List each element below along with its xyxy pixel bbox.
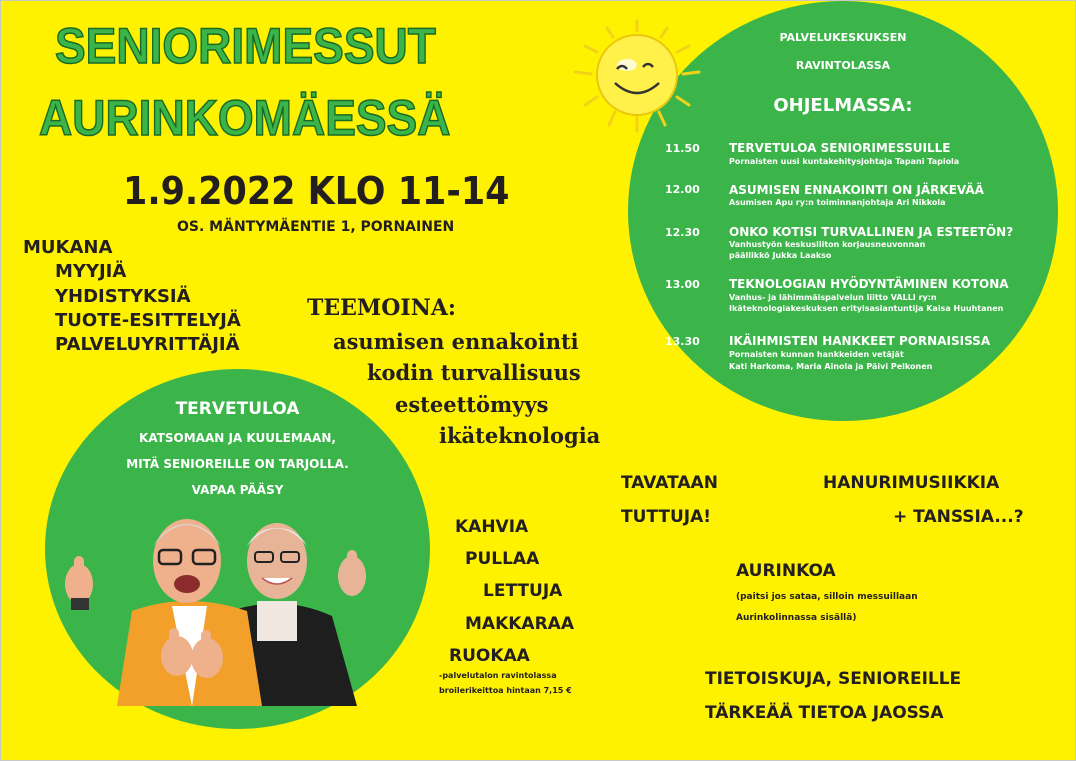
info-line1: TIETOISKUJA, SENIOREILLE — [705, 669, 962, 689]
title-line1: SENIORIMESSUT — [55, 18, 436, 74]
program-time: 13.30 — [665, 335, 700, 348]
teema-item: esteettömyys — [395, 392, 549, 417]
food-item: LETTUJA — [483, 581, 563, 601]
program-location-line1: PALVELUKESKUKSEN — [779, 31, 907, 44]
program-title: IKÄIHMISTEN HANKKEET PORNAISISSA — [729, 334, 991, 348]
welcome-line2: MITÄ SENIOREILLE ON TARJOLLA. — [126, 457, 349, 471]
event-datetime: 1.9.2022 KLO 11-14 — [123, 169, 510, 213]
welcome-line3: VAPAA PÄÄSY — [191, 483, 284, 497]
teema-item: asumisen ennakointi — [333, 329, 579, 354]
sun-note-line1: (paitsi jos sataa, silloin messuillaan — [736, 592, 918, 602]
teemoina-heading: TEEMOINA: — [307, 295, 457, 321]
title-line2: AURINKOMÄESSÄ — [39, 90, 451, 146]
food-note-line2: broilerikeittoa hintaan 7,15 € — [439, 686, 572, 695]
welcome-heading: TERVETULOA — [175, 399, 300, 419]
program-sub: Ikäteknologiakeskuksen erityisasiantuntija Kaisa Huuhtanen — [729, 304, 1004, 313]
food-item: PULLAA — [465, 549, 540, 569]
food-item: RUOKAA — [449, 646, 530, 666]
meet-line1: TAVATAAN — [621, 473, 718, 493]
mukana-item: YHDISTYKSIÄ — [55, 286, 191, 307]
meet-line2: TUTTUJA! — [621, 507, 712, 527]
music-line1: HANURIMUSIIKKIA — [823, 473, 1000, 493]
program-time: 12.00 — [665, 183, 700, 196]
teema-item: kodin turvallisuus — [367, 360, 581, 385]
program-sub: Pornaisten kunnan hankkeiden vetäjät — [729, 350, 904, 359]
program-sub: Pornaisten uusi kuntakehitysjohtaja Tapani Tapiola — [729, 157, 960, 166]
info-line2: TÄRKEÄÄ TIETOA JAOSSA — [705, 703, 944, 723]
sun-note-line2: Aurinkolinnassa sisällä) — [736, 613, 857, 623]
program-sub: päällikkö Jukka Laakso — [729, 251, 832, 260]
program-time: 11.50 — [665, 142, 700, 155]
program-time: 12.30 — [665, 226, 700, 239]
food-note-line1: -palvelutalon ravintolassa — [439, 671, 557, 680]
event-address: OS. MÄNTYMÄENTIE 1, PORNAINEN — [177, 219, 455, 235]
program-sub: Vanhus- ja lähimmäispalvelun liitto VALLI ry:n — [729, 293, 937, 302]
program-title: TEKNOLOGIAN HYÖDYNTÄMINEN KOTONA — [729, 277, 1009, 291]
program-time: 13.00 — [665, 278, 700, 291]
program-title: ONKO KOTISI TURVALLINEN JA ESTEETÖN? — [729, 225, 1014, 239]
food-item: KAHVIA — [455, 517, 529, 537]
mukana-item: PALVELUYRITTÄJIÄ — [55, 334, 240, 355]
seniors-thumbs-up-photo — [57, 506, 387, 706]
sun-heading: AURINKOA — [736, 561, 836, 581]
mukana-item: TUOTE-ESITTELYJÄ — [55, 310, 241, 331]
program-title: ASUMISEN ENNAKOINTI ON JÄRKEVÄÄ — [729, 183, 984, 197]
program-sub: Vanhustyön keskusliiton korjausneuvonnan — [729, 240, 926, 249]
program-sub: Kati Harkoma, Maria Ainola ja Päivi Pelkonen — [729, 362, 933, 371]
program-sub: Asumisen Apu ry:n toiminnanjohtaja Ari Nikkola — [729, 198, 946, 207]
mukana-heading: MUKANA — [23, 237, 113, 258]
music-line2: + TANSSIA...? — [893, 507, 1024, 527]
program-location-line2: RAVINTOLASSA — [795, 59, 891, 72]
food-item: MAKKARAA — [465, 614, 574, 634]
mukana-item: MYYJIÄ — [55, 261, 127, 282]
welcome-line1: KATSOMAAN JA KUULEMAAN, — [139, 431, 336, 445]
program-heading: OHJELMASSA: — [773, 95, 913, 116]
program-title: TERVETULOA SENIORIMESSUILLE — [729, 141, 951, 155]
teema-item: ikäteknologia — [439, 423, 601, 448]
